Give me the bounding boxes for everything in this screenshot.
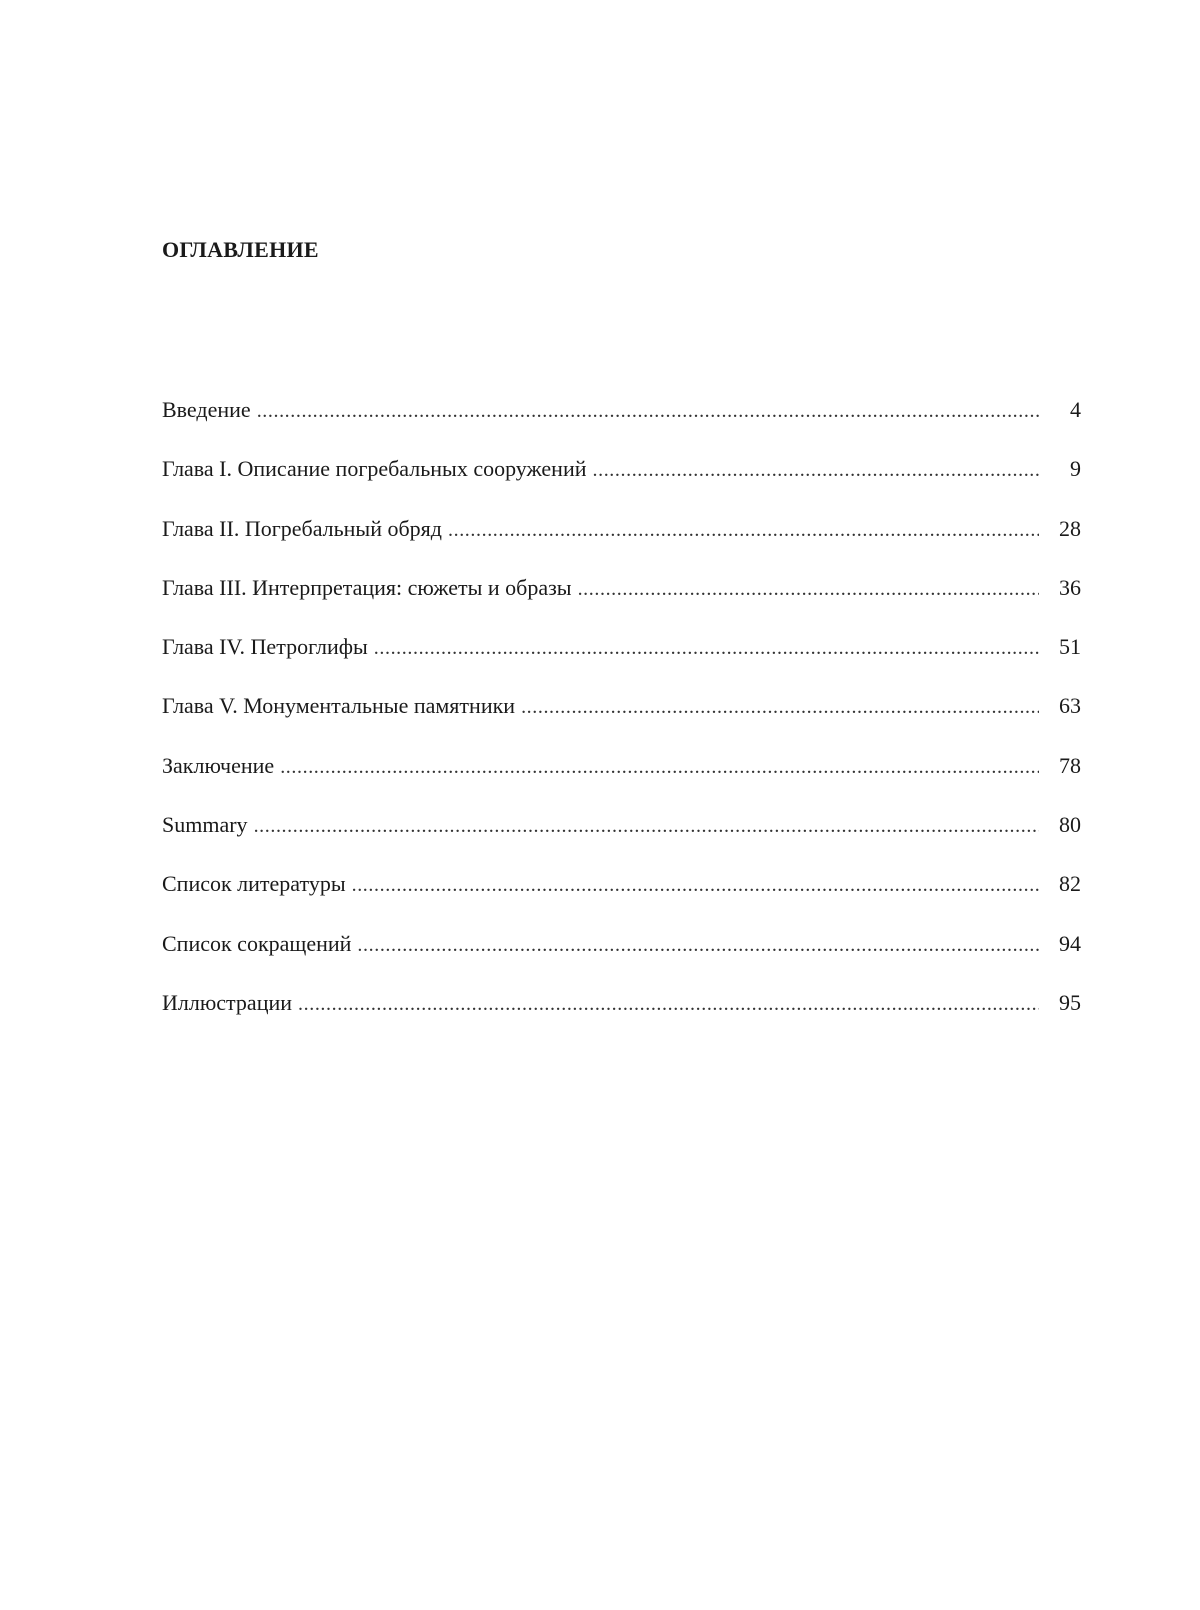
dot-leader: [254, 812, 1039, 840]
toc-entry-title: Список сокращений: [162, 930, 352, 956]
toc-entry-page: 82: [1059, 871, 1081, 897]
toc-entry-page: 36: [1059, 574, 1081, 600]
toc-entry: [162, 455, 1081, 514]
toc-entry-title: Список литературы: [162, 871, 346, 897]
toc-entry: [162, 870, 1081, 929]
toc-entry-title: Заключение: [162, 752, 275, 778]
dot-leader: [357, 931, 1039, 959]
toc-list: [162, 396, 1081, 1048]
toc-entry-title: Иллюстрации: [162, 989, 293, 1015]
dot-leader: [352, 871, 1039, 899]
toc-entry: [162, 633, 1081, 692]
toc-entry: [162, 989, 1081, 1048]
toc-entry: [162, 752, 1081, 811]
toc-entry: [162, 574, 1081, 633]
toc-entry-title: Глава IV. Петроглифы: [162, 634, 368, 660]
toc-entry-title: Глава II. Погребальный обряд: [162, 515, 442, 541]
toc-entry-title: Summary: [162, 812, 248, 838]
toc-entry-page: 9: [1070, 456, 1081, 482]
dot-leader: [521, 693, 1039, 721]
dot-leader: [280, 753, 1039, 781]
toc-heading: ОГЛАВЛЕНИЕ: [162, 237, 319, 262]
toc-entry: [162, 811, 1081, 870]
toc-entry: [162, 692, 1081, 751]
toc-entry: [162, 396, 1081, 455]
toc-entry: [162, 515, 1081, 574]
dot-leader: [298, 990, 1039, 1018]
toc-entry-page: 95: [1059, 989, 1081, 1015]
toc-entry-title: Глава V. Монументальные памятники: [162, 693, 516, 719]
toc-entry-page: 80: [1059, 812, 1081, 838]
toc-entry-page: 51: [1059, 634, 1081, 660]
dot-leader: [257, 397, 1039, 425]
dot-leader: [593, 456, 1040, 484]
toc-entry: [162, 930, 1081, 989]
toc-entry-page: 94: [1059, 930, 1081, 956]
dot-leader: [578, 575, 1039, 603]
toc-entry-title: Глава I. Описание погребальных сооружений: [162, 456, 587, 482]
toc-entry-page: 28: [1059, 515, 1081, 541]
toc-entry-title: Глава III. Интерпретация: сюжеты и образы: [162, 574, 572, 600]
dot-leader: [448, 516, 1039, 544]
toc-entry-title: Введение: [162, 397, 251, 422]
dot-leader: [374, 634, 1039, 662]
toc-entry-page: 63: [1059, 693, 1081, 719]
toc-entry-page: 78: [1059, 752, 1081, 778]
toc-entry-page: 4: [1070, 397, 1081, 422]
